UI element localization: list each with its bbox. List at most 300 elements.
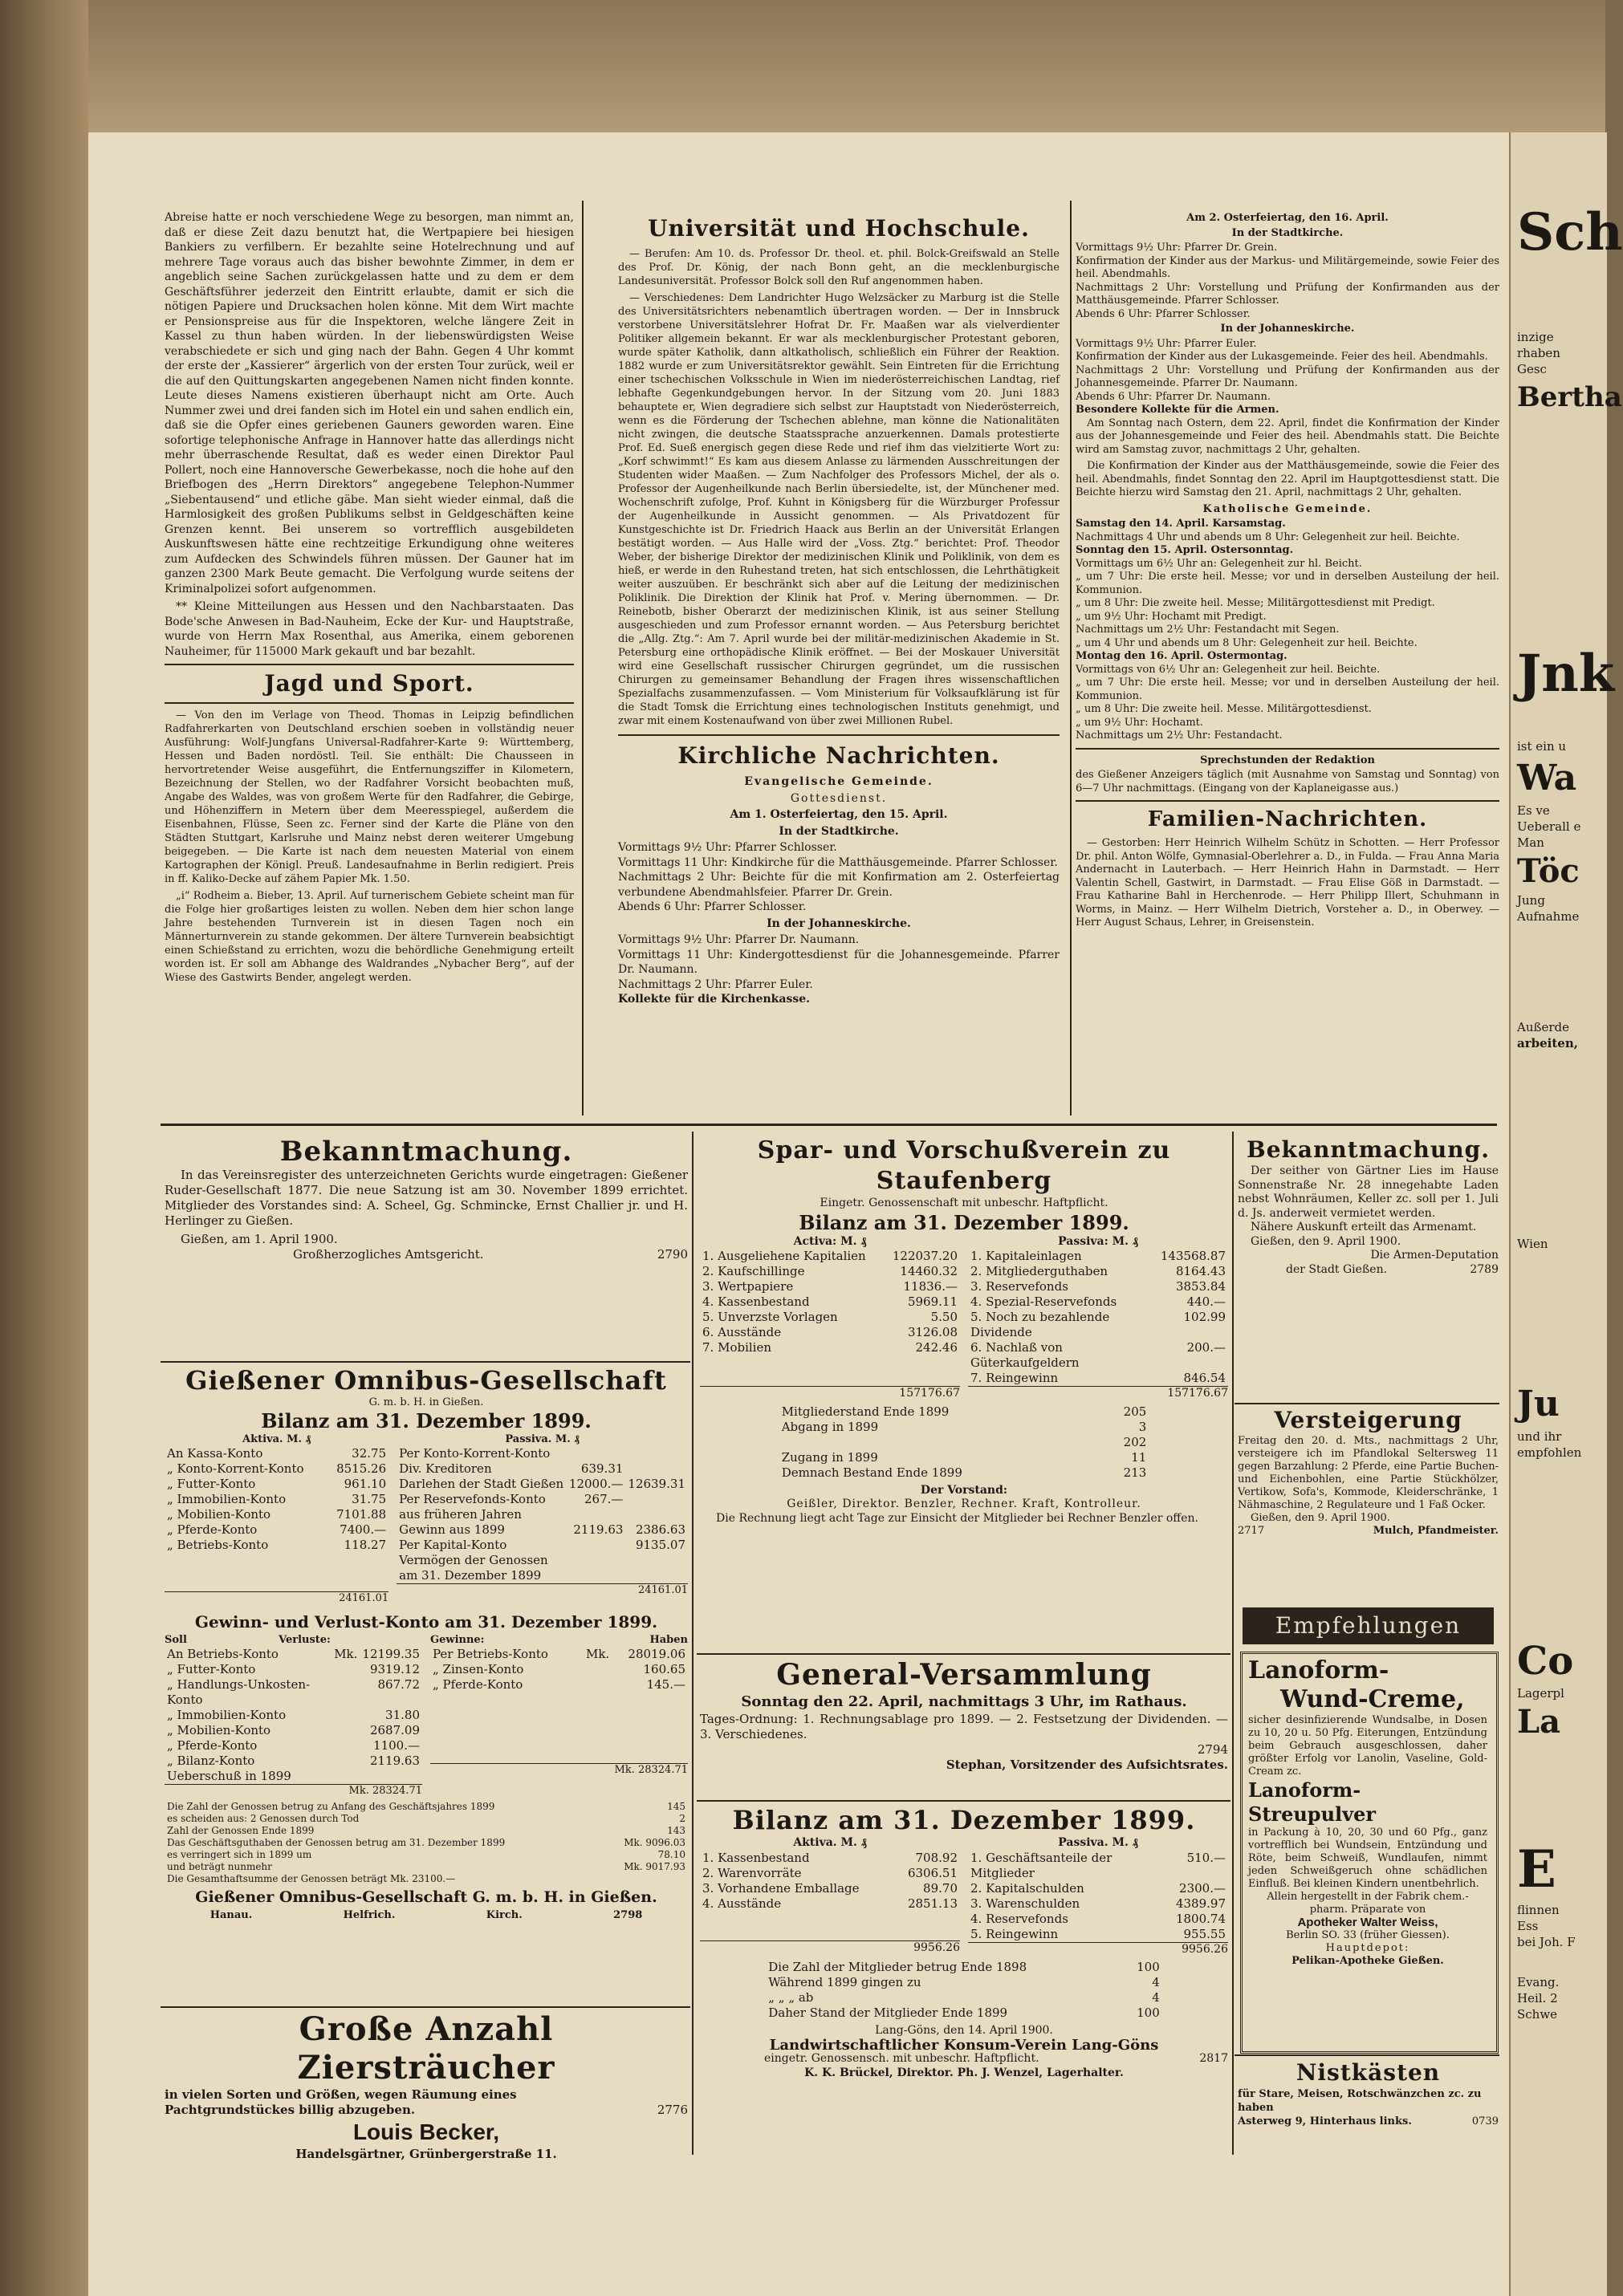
table-row (165, 1446, 388, 1461)
table-row (968, 1264, 1228, 1279)
kath-line: Sonntag den 15. April. Ostersonntag. (1076, 544, 1294, 556)
ad-date: Gießen, am 1. April 1900. (181, 1232, 338, 1246)
kath-line: Samstag den 14. April. Karsamstag. (1076, 518, 1286, 530)
edge-word: empfohlen (1517, 1445, 1582, 1460)
kath-line: Montag den 16. April. Ostermontag. (1076, 650, 1287, 662)
table-value: 100 (1137, 1960, 1160, 1974)
table-label: Die Zahl der Mitglieder betrug Ende 1898 (768, 1960, 1027, 1974)
rule (1235, 1403, 1499, 1404)
table-label: „ Zinsen-Konto (433, 1662, 524, 1676)
ad-number: 2794 (1197, 1742, 1228, 1757)
currency: M. ₰ (555, 1433, 580, 1445)
table-row (165, 1507, 388, 1522)
table-value: 31.75 (352, 1492, 387, 1506)
table-row (397, 1492, 688, 1522)
table-label: 6. Ausstände (702, 1325, 782, 1339)
table-label: 7. Mobilien (702, 1340, 772, 1355)
ad-text: Allein hergestellt in der Fabrik chem.-pharm. Präparate von (1267, 1891, 1469, 1916)
table-row (700, 1896, 960, 1912)
table-value: 100 (1137, 2005, 1160, 2020)
jagd-text: — Von den im Verlage von Theod. Thomas in Leipzig befindlichen Radfahrerkarten von Deutschland erschien soeben in vollständig neuer Ausführung: Wolf-Jungfans Universal-Radfahrer-Karte 9: Württemberg, Hessen und Baden nordöstl. Teil. Sie enthält: Die Chausseen in hervortretender Weise ausgeführt, die Entfernungsziffer in Kilometern, Bezeichnung der Stellen, wo der Radfahrer Vorsicht beobachten muß, Angabe des Waldes, was von großem Werte für den Radfahrer, die Gebirge, und Höhenziffern in Metern über dem Meeresspiegel, außerdem die Eisenbahnen, Flüsse, Seen zc. Ferner sind der Karte die Pläne von den Städten Stuttgart, Karlsruhe und Mainz nebst deren weiterer Umgebung beigegeben. — Die Karte ist nach dem neuesten Material von einem Kartographen der Königl. Preuß. Landesaufnahme in Berlin redigiert. Preis in ff. Kaliko-Decke auf zähem Papier Mk. 1.50. (165, 709, 574, 885)
kath-line: „ um 7 Uhr: Die erste heil. Messe; vor und in derselben Austeilung der heil. Kommunion. (1076, 571, 1499, 596)
edge-fragment-e (1517, 1637, 1604, 1798)
service-line: Vormittags 9½ Uhr: Pfarrer Euler. (1076, 337, 1257, 350)
table-row (165, 1662, 422, 1677)
edge-word: Wa (1517, 758, 1577, 799)
vorstand-heading: Der Vorstand: (920, 1483, 1008, 1497)
table-row (700, 1249, 960, 1264)
table-label: 4. Spezial-Reservefonds (970, 1294, 1117, 1309)
ad-subtitle: Eingetr. Genossenschaft mit unbeschr. Haftpflicht. (820, 1197, 1108, 1209)
table-row (165, 1849, 688, 1861)
table-value: 2300.— (1179, 1880, 1226, 1896)
johanneskirche: In der Johanneskirche. (767, 916, 911, 930)
table-row (700, 1866, 960, 1881)
guv-total-left: Mk. 28324.71 (165, 1784, 422, 1798)
table-value: 145 (667, 1801, 685, 1812)
edge-word: Gesc (1517, 362, 1547, 376)
familien-text: — Gestorben: Herr Heinrich Wilhelm Schütz in Schotten. — Herr Professor Dr. phil. Anton Wölfe, Gymnasial-Oberlehrer a. D., in Fulda. — Frau Anna Maria Andernacht in Lauterbach. — Herr Heinrich Hahn in Darmstadt. — Herr Valentin Schell, Gastwirt, in Darmstadt. — Frau Elise Göß in Darmstadt. — Frau Katharine Bahl in Herchenrode. — Herr Philipp Illert, Schuhmann in Worms, in Mainz. — Herr Wilhelm Dietrich, Vorsteher a. D., in Oberwey. — Herr August Schaus, Lehrer, in Greisenstein. (1076, 837, 1499, 929)
ad-text: sicher desinfizierende Wundsalbe, in Dosen zu 10, 20 u. 50 Pfg. Eiterungen, Entzündung beim Gebrauch ausgeschlossen, daher größter Erfolg vor Lanolin, Vaseline, Gold-Cream zc. (1248, 1714, 1487, 1778)
table-value (567, 1446, 626, 1461)
table-label: „ Immobilien-Konto (167, 1708, 287, 1722)
table-label: Per Reservefonds-Konto aus früheren Jahren (399, 1492, 546, 1522)
table-value: 213 (1123, 1465, 1147, 1480)
table-value: 12000.— (568, 1477, 624, 1491)
table-row (779, 1465, 1149, 1481)
table-value: 143 (667, 1825, 685, 1836)
table-value: 4 (1152, 1990, 1160, 2005)
ad-signature: Die Armen-Deputation (1370, 1249, 1499, 1262)
table-value: 14460.32 (900, 1264, 958, 1278)
aktiva-heading: Aktiva. (793, 1836, 837, 1849)
service-note: Die Konfirmation der Kinder aus der Matthäusgemeinde, sowie die Feier des heil. Abendmahls, findet Sonntag den 22. April im Hauptgottesdienst statt. Die Beichte hierzu wird Samstag den 21. April, nachmittags 2 Uhr, gehalten. (1076, 460, 1499, 498)
ad-number: 2717 (1238, 1525, 1265, 1537)
ad-title: Spar- und Vorschußverein zu Staufenberg (757, 1136, 1171, 1195)
edge-word: Aufnahme (1517, 909, 1580, 924)
gottesdienst: Gottesdienst. (790, 791, 888, 805)
table-value: 3 (1138, 1419, 1147, 1434)
kath-line: Vormittags um 6½ Uhr an: Gelegenheit zur hl. Beicht. (1076, 557, 1362, 570)
table-row (766, 1990, 1162, 2005)
haben-heading: Haben (649, 1634, 688, 1646)
katholische-gemeinde: Katholische Gemeinde. (1202, 502, 1373, 515)
ad-nistkaesten (1238, 2058, 1499, 2153)
table-label: Per Konto-Korrent-Konto (399, 1446, 551, 1461)
edge-word: Man (1517, 835, 1544, 850)
aktiva-heading: Activa: (793, 1234, 837, 1248)
genossen-table (165, 1801, 688, 1885)
table-row (165, 1677, 422, 1708)
table-label: 5. Noch zu bezahlende Dividende (970, 1310, 1110, 1339)
johanneskirche: In der Johanneskirche. (1220, 323, 1355, 335)
table-row (165, 1861, 688, 1873)
table-label: „ Mobilien-Konto (167, 1507, 271, 1522)
table-label: Darlehen der Stadt Gießen (399, 1477, 564, 1491)
table-label: Mitgliederstand Ende 1899 (781, 1404, 950, 1419)
ad-signature: K. K. Brückel, Direktor. Ph. J. Wenzel, Lagerhalter. (804, 2066, 1124, 2079)
edge-word: arbeiten, (1517, 1036, 1578, 1050)
soll-table (165, 1647, 422, 1784)
edge-fragment-b (1517, 642, 1615, 1019)
column-rule (692, 1132, 694, 2155)
table-row (165, 1477, 388, 1492)
table-label: Per Betriebs-Konto (433, 1647, 548, 1661)
table-row (700, 1294, 960, 1310)
aktiva-heading: Aktiva. (242, 1433, 283, 1445)
table-label: 2. Kaufschillinge (702, 1264, 805, 1278)
ad-lanoform (1248, 1656, 1487, 2046)
passiva-heading: Passiva. (505, 1433, 552, 1445)
service-line: Vormittags 9½ Uhr: Pfarrer Schlosser. (618, 841, 837, 854)
table-row (165, 1813, 688, 1825)
service-line: Vormittags 9½ Uhr: Pfarrer Dr. Naumann. (618, 933, 860, 946)
table-value (625, 1492, 688, 1522)
edge-word: Jung (1517, 893, 1545, 908)
ad-sparverein-staufenberg (700, 1136, 1228, 1649)
rule (1076, 800, 1499, 802)
edge-word: Töc (1517, 852, 1580, 890)
table-label: Daher Stand der Mitglieder Ende 1899 (768, 2005, 1008, 2020)
table-row (968, 1881, 1228, 1896)
kirchliche-heading: Kirchliche Nachrichten. (677, 742, 1000, 769)
edge-word: Es ve (1517, 803, 1550, 818)
kath-line: Nachmittags 4 Uhr und abends um 8 Uhr: Gelegenheit zur heil. Beichte. (1076, 530, 1460, 543)
ad-signature: Stephan, Vorsitzender des Aufsichtsrates. (946, 1758, 1228, 1772)
edge-word: Bertha (1517, 381, 1622, 413)
table-value: Mk. (585, 1647, 610, 1661)
service-line: Vormittags 11 Uhr: Kindergottesdienst für die Johannesgemeinde. Pfarrer Dr. Naumann. (618, 948, 1060, 976)
table-label: „ Bilanz-Konto Ueberschuß in 1899 (167, 1753, 291, 1783)
table-value: Mk. 9017.93 (624, 1861, 685, 1872)
service-line: Vormittags 11 Uhr: Kindkirche für die Matthäusgemeinde. Pfarrer Schlosser. (618, 855, 1058, 869)
table-label: 3. Warenschulden (970, 1896, 1080, 1911)
passiva-table (968, 1851, 1228, 1942)
passiva-total: 24161.01 (397, 1583, 688, 1597)
ad-signature: Großherzogliches Amtsgericht. (293, 1247, 484, 1262)
table-value: 961.10 (344, 1477, 387, 1491)
service-line: Besondere Kollekte für die Armen. (1076, 404, 1279, 416)
aktiva-total: 24161.01 (165, 1591, 388, 1605)
ad-number: 2789 (1470, 1262, 1499, 1276)
table-label: Gewinn aus 1899 (399, 1522, 505, 1537)
vorstand-names: Geißler, Direktor. Benzler, Rechner. Kraft, Kontrolleur. (787, 1497, 1141, 1510)
table-value: 145.— (646, 1677, 685, 1692)
service-line: Abends 6 Uhr: Pfarrer Schlosser. (618, 900, 807, 913)
table-value: 12639.31 (628, 1477, 685, 1491)
kath-line: „ um 8 Uhr: Die zweite heil. Messe. Militärgottesdienst. (1076, 703, 1372, 715)
table-row (397, 1522, 688, 1538)
table-label: „ Betriebs-Konto (167, 1538, 269, 1552)
table-label: „ „ „ ab (768, 1990, 814, 2005)
table-value: 2119.63 (573, 1522, 624, 1537)
table-value (603, 1873, 688, 1885)
edge-word: rhaben (1517, 346, 1560, 360)
table-label: Zugang in 1899 (781, 1449, 878, 1465)
name: Helfrich. (343, 1909, 396, 1921)
osterfeiertag-1: Am 1. Osterfeiertag, den 15. April. (730, 808, 948, 821)
table-row (779, 1420, 1149, 1435)
ad-text: In das Vereinsregister des unterzeichneten Gerichts wurde eingetragen: Gießener Ruder-Gesellschaft 1877. Die neue Satzung ist am 30. November 1899 errichtet. Mitglieder des Vorstandes sind: A. Scheel, Gg. Schmincke, Ernst Challier jr. und H. Herlinger zu Gießen. (165, 1168, 688, 1228)
table-value: 440.— (1186, 1294, 1226, 1309)
edge-word: Heil. 2 (1517, 1991, 1558, 2005)
ad-omnibus-gesellschaft (165, 1364, 688, 2006)
ad-number: 2776 (657, 2103, 688, 2117)
table-label: „ Futter-Konto (167, 1477, 256, 1491)
table-row (700, 1310, 960, 1325)
ad-number: 2798 (613, 1909, 643, 1921)
table-value (625, 1446, 688, 1461)
service-line: Nachmittags 2 Uhr: Beichte für die mit Konfirmation am 2. Osterfeiertag verbundene Abendmahlsfeier. Pfarrer Dr. Grein. (618, 871, 1060, 899)
table-value: 5.50 (930, 1310, 958, 1324)
table-label: es verringert sich in 1899 um (167, 1849, 312, 1860)
table-value: 200.— (1186, 1340, 1226, 1355)
ad-text: Freitag den 20. d. Mts., nachmittags 2 Uhr, versteigere ich im Pfandlokal Seltersweg 11 gegen Barzahlung: 2 Pferde, eine Partie Buchen- und Eichenbohlen, eine Partie Stückhölzer, Vertikow, Sofa's, Kommode, Kleiderschränke, 1 Nähmaschine, 2 Regulateure und 1 Faß Ocker. (1238, 1435, 1499, 1511)
table-row (165, 1647, 422, 1662)
table-label: es scheiden aus: 2 Genossen durch Tod (167, 1813, 360, 1824)
table-row (165, 1738, 422, 1753)
table-value: 267.— (584, 1492, 624, 1506)
table-row (430, 1677, 688, 1693)
table-value: 143568.87 (1160, 1249, 1226, 1263)
table-label: 4. Ausstände (702, 1896, 782, 1911)
table-row (165, 1492, 388, 1507)
table-label: Abgang in 1899 (781, 1419, 879, 1434)
table-row (700, 1264, 960, 1279)
sprechstunden-text: des Gießener Anzeigers täglich (mit Ausnahme von Samstag und Sonntag) von 6—7 Uhr nachmittags. (Eingang von der Kaplaneigasse aus.) (1076, 769, 1499, 794)
table-label: 1. Kapitaleinlagen (970, 1249, 1082, 1263)
table-label: 2. Warenvorräte (702, 1865, 802, 1880)
ad-title: Bekanntmachung. (1247, 1136, 1490, 1163)
table-value: 3126.08 (907, 1325, 958, 1339)
table-value: 1800.74 (1175, 1911, 1226, 1926)
aktiva-table (165, 1446, 388, 1553)
table-value: 2386.63 (635, 1522, 685, 1537)
table-label: „ Immobilien-Konto (167, 1492, 287, 1506)
kath-line: „ um 9½ Uhr: Hochamt mit Predigt. (1076, 610, 1267, 623)
edge-word: E (1517, 1839, 1556, 1900)
table-row (165, 1801, 688, 1813)
table-row (397, 1446, 688, 1461)
table-row (700, 1340, 960, 1355)
column-rule (582, 201, 584, 1115)
table-label: 6. Nachlaß von Güterkaufgeldern (970, 1340, 1080, 1370)
mitglied-table (766, 1960, 1162, 2021)
passiva-table (397, 1446, 688, 1583)
article-text: Abreise hatte er noch verschiedene Wege zu besorgen, man nimmt an, daß er diese Zeit dazu benutzt hat, die Wertpapiere bei hiesigen Bankiers zu verfilbern. Er bezahlte seine Hotelrechnung und auf mehrere Tage voraus auch das bisher bewohnte Zimmer, in dem er angeblich seine Sachen zurückgelassen hatte und zu dem er dem Geschäftsführer jederzeit den Eintritt erlaubte, damit er sich die nötigen Papiere und Drucksachen holen könne. Mit dem Wirt machte er Pensionspreise aus für die Inspektoren, welche längere Zeit in Kassel zu thun haben würden. In der liebenswürdigsten Weise verabschiedete er sich und ging nach der Bahn. Gegen 4 Uhr kommt der erste der „Kassierer“ ärgerlich von der ersten Tour zurück, weil er die auf den Quittungskarten angegebenen Namen nicht finden konnte. Leute dieses Namens existieren überhaupt nicht am Orte. Auch Nummer zwei und drei fanden sich im Hotel ein und sahen endlich ein, daß sie die Opfer eines geriebenen Gauners geworden waren. Eine sofortige telephonische Anfrage in Hannover hatte das allerdings nicht mehr überraschende Resultat, daß es weder einen Direktor Paul Pollert, noch eine Hannoversche Gewerbekasse, noch die hohe auf den Briefbogen des „Herrn Direktors“ angegebene Telephon-Nummer „Siebentausend“ und etliche gäbe. Man sieht wieder einmal, daß die Harmlosigkeit des großen Publikums selbst in Geldgeschäften keine Grenzen kennt. Bei unserem so vortrefflich ausgebildeten Auskunftswesen hätte eine rechtzeitige Erkundigung ohne weiteres zum Aufdecken des Schwindels führen müssen. Der Gauner hat im ganzen 2300 Mark Beute gemacht. Die Verfolgung wurde seitens der Kriminalpolizei sofort aufgenommen. (165, 211, 574, 595)
passiva-total: 9956.26 (968, 1942, 1228, 1957)
jagd-heading: Jagd und Sport. (264, 670, 474, 697)
table-row (165, 1825, 688, 1837)
table-row (968, 1912, 1228, 1927)
ad-text: für Stare, Meisen, Rotschwänzchen zc. zu haben (1238, 2088, 1482, 2114)
table-value: 4 (1152, 1975, 1160, 1989)
ad-signature: der Stadt Gießen. (1286, 1262, 1388, 1276)
table-row (700, 1325, 960, 1340)
ad-subtitle: eingetr. Genossensch. mit unbeschr. Haftpflicht. (764, 2052, 1039, 2065)
sprechstunden-heading: Sprechstunden der Redaktion (1200, 754, 1375, 766)
table-value: 955.55 (1183, 1926, 1226, 1941)
edge-word: Co (1517, 1639, 1574, 1684)
ad-maker: Apotheker Walter Weiss, (1297, 1916, 1438, 1929)
table-value: 242.46 (915, 1340, 958, 1355)
table-value: 205 (1123, 1404, 1147, 1419)
table-label: „ Handlungs-Unkosten-Konto (167, 1677, 311, 1707)
ad-bekanntmachung-amtsgericht (165, 1136, 688, 1360)
table-value: 160.65 (643, 1662, 685, 1676)
ad-number: 2817 (1199, 2052, 1228, 2065)
table-label: Per Kapital-Konto Vermögen der Genossen am 31. Dezember 1899 (399, 1538, 548, 1583)
service-line: Nachmittags 2 Uhr: Vorstellung und Prüfung der Konfirmanden aus der Matthäusgemeinde. Pfarrer Schlosser. (1076, 281, 1499, 307)
table-row (700, 1851, 960, 1866)
table-label: „ Pferde-Konto (433, 1677, 523, 1692)
name: Kirch. (486, 1909, 523, 1921)
table-row (165, 1837, 688, 1849)
edge-word: ist ein u (1517, 739, 1567, 754)
universitaet-heading: Universität und Hochschule. (648, 215, 1030, 242)
table-value: 6306.51 (907, 1865, 958, 1880)
ad-title: General-Versammlung (776, 1658, 1152, 1692)
table-value: 11836.— (903, 1279, 958, 1294)
table-label: Während 1899 gingen zu (768, 1975, 921, 1989)
aktiva-total: 9956.26 (700, 1940, 960, 1956)
ad-address: Asterweg 9, Hinterhaus links. (1238, 2115, 1412, 2127)
book-binding (0, 0, 88, 2296)
osterfeiertag-2: Am 2. Osterfeiertag, den 16. April. (1186, 212, 1389, 224)
ad-date: Gießen, den 9. April 1900. (1251, 1234, 1401, 1248)
article-column-1 (165, 210, 574, 1117)
table-value: 1100.— (373, 1738, 420, 1753)
ad-title: Gießener Omnibus-Gesellschaft (185, 1365, 667, 1396)
table-value: 867.72 (377, 1677, 420, 1692)
table-label: Das Geschäftsguthaben der Genossen betrug am 31. Dezember 1899 (167, 1837, 506, 1848)
rule (165, 664, 574, 665)
passiva-heading: Passiva. (1058, 1836, 1108, 1849)
passiva-total: 157176.67 (968, 1386, 1228, 1401)
rule (161, 1361, 690, 1363)
kath-line: „ um 9½ Uhr: Hochamt. (1076, 716, 1204, 729)
aktiva-table (700, 1249, 960, 1355)
service-note: Am Sonntag nach Ostern, dem 22. April, findet die Konfirmation der Kinder aus der Johannesgemeinde und Feier des heil. Abendmahls statt. Die Beichte wird am Samstag zuvor, nachmittags 2 Uhr, gehalten. (1076, 417, 1499, 456)
currency: M. ₰ (840, 1234, 867, 1248)
table-value: 846.54 (1183, 1371, 1226, 1385)
table-label: 2. Mitgliederguthaben (970, 1264, 1108, 1278)
ad-text: in Packung à 10, 20, 30 und 60 Pfg., ganz vortrefflich bei Wundsein, Entzündung und Röte, beim Schweiß, Wundlaufen, nimmt jeden Schweißgeruch ohne schädlichen Einfluß. Bei kleinen Kindern unentbehrlich. (1248, 1827, 1487, 1890)
ad-text: Der seither von Gärtner Lies im Hause Sonnenstraße Nr. 28 innegehabte Laden nebst Wohnräumen, Keller zc. soll per 1. Juli d. Js. anderweit vermietet werden. (1238, 1164, 1499, 1220)
ad-bilanz-title: Bilanz am 31. Dezember 1899. (799, 1210, 1129, 1234)
table-value: 9319.12 (369, 1662, 420, 1676)
table-value: 7400.— (340, 1522, 387, 1537)
table-value: 202 (1123, 1434, 1147, 1449)
edge-word: flinnen (1517, 1903, 1560, 1917)
table-label: 3. Reservefonds (970, 1279, 1068, 1294)
table-value (567, 1538, 626, 1583)
table-row (165, 1708, 422, 1723)
table-value: 5969.11 (907, 1294, 958, 1309)
stadtkirche: In der Stadtkirche. (779, 824, 899, 838)
ad-subtitle: G. m. b. H. in Gießen. (368, 1396, 484, 1408)
table-row (430, 1647, 688, 1662)
table-row (430, 1662, 688, 1677)
ad-depot: Pelikan-Apotheke Gießen. (1291, 1955, 1444, 1967)
table-value: 2687.09 (369, 1723, 420, 1737)
kath-line: Nachmittags um 2½ Uhr: Festandacht. (1076, 729, 1283, 742)
passiva-heading: Passiva: (1058, 1234, 1108, 1248)
gewinne-heading: Gewinne: (430, 1634, 485, 1646)
ad-depot-heading: Hauptdepot: (1325, 1942, 1410, 1954)
edge-fragment-a (1517, 201, 1623, 546)
table-value: 31.80 (385, 1708, 420, 1722)
ad-number: 0739 (1471, 2115, 1499, 2127)
ad-title: Wund-Creme, (1280, 1685, 1465, 1713)
table-row (165, 1753, 422, 1784)
table-row (397, 1461, 688, 1477)
table-value: 2 (679, 1813, 685, 1824)
table-value: 2119.63 (369, 1753, 420, 1768)
ad-versteigerung (1238, 1406, 1499, 1605)
table-row (165, 1461, 388, 1477)
table-label: 1. Kassenbestand (702, 1850, 810, 1865)
table-label: An Kassa-Konto (167, 1446, 263, 1461)
table-row (397, 1538, 688, 1583)
table-row (968, 1896, 1228, 1912)
ad-ziersträucher (165, 2010, 688, 2161)
table-value: 102.99 (1183, 1310, 1226, 1324)
service-line: Nachmittags 2 Uhr: Vorstellung und Prüfung der Konfirmanden aus der Johannesgemeinde. Pfarrer Dr. Naumann. (1076, 364, 1499, 389)
table-value: 708.92 (915, 1850, 958, 1865)
table-row (968, 1340, 1228, 1371)
table-label: Demnach Bestand Ende 1899 (781, 1465, 962, 1480)
table-row (165, 1538, 388, 1553)
table-value (332, 1723, 360, 1738)
evangelische-gemeinde: Evangelische Gemeinde. (744, 775, 934, 788)
edge-word: Jnk (1517, 644, 1615, 704)
table-label: „ Futter-Konto (167, 1662, 256, 1676)
table-value (332, 1738, 360, 1753)
ad-number: 2790 (657, 1247, 688, 1262)
table-row (397, 1477, 688, 1492)
edge-word: La (1517, 1703, 1561, 1741)
aktiva-table (700, 1851, 960, 1912)
table-label: 2. Kapitalschulden (970, 1880, 1084, 1896)
rule (697, 1800, 1230, 1802)
kath-line: Nachmittags um 2½ Uhr: Festandacht mit Segen. (1076, 624, 1340, 636)
ad-note: Die Rechnung liegt acht Tage zur Einsicht der Mitglieder bei Rechner Benzler offen. (716, 1511, 1199, 1525)
edge-word: bei Joh. F (1517, 1935, 1576, 1949)
table-value: Mk. 9096.03 (624, 1837, 685, 1848)
ad-bilanz-title: Bilanz am 31. Dezember 1899. (261, 1409, 592, 1432)
table-row (779, 1404, 1149, 1420)
edge-word: Ueberall e (1517, 819, 1581, 834)
table-value: 2851.13 (907, 1896, 958, 1911)
table-label: Die Gesamthaftsumme der Genossen beträgt Mk. 23100.— (167, 1873, 456, 1884)
table-row (968, 1371, 1228, 1386)
currency: M. ₰ (1112, 1234, 1138, 1248)
table-row (779, 1450, 1149, 1465)
ad-date: Lang-Göns, den 14. April 1900. (875, 2024, 1053, 2037)
rodheim-text: „i“ Rodheim a. Bieber, 13. April. Auf turnerischem Gebiete scheint man für die Folge hier großartiges leisten zu wollen. Neben dem hier schon lange Jahre bestehenden Turnverein ist in diesen Tagen noch ein Männerturnverein zu stande gekommen. Der ältere Turnverein beabsichtigt einen Schießstand zu errichten, wozu die behördliche Genehmigung erteilt worden ist. Er soll am Abhange des Waldrandes „Nybacher Berg“, auf der Wiese des Gastwirts Bender, angelegt werden. (165, 890, 574, 984)
table-value: 8515.26 (336, 1461, 387, 1476)
table-label: 5. Reingewinn (970, 1926, 1059, 1941)
ad-address: Handelsgärtner, Grünbergerstraße 11. (295, 2147, 557, 2161)
table-label: und beträgt nunmehr (167, 1861, 272, 1872)
table-value: 32.75 (352, 1446, 387, 1461)
rule (161, 2006, 690, 2008)
table-label: Die Zahl der Genossen betrug zu Anfang des Geschäftsjahres 1899 (167, 1801, 495, 1812)
table-row (968, 1279, 1228, 1294)
kath-line: „ um 8 Uhr: Die zweite heil. Messe; Militärgottesdienst mit Predigt. (1076, 597, 1435, 609)
ad-footer: Gießener Omnibus-Gesellschaft G. m. b. H. in Gießen. (195, 1888, 657, 1906)
